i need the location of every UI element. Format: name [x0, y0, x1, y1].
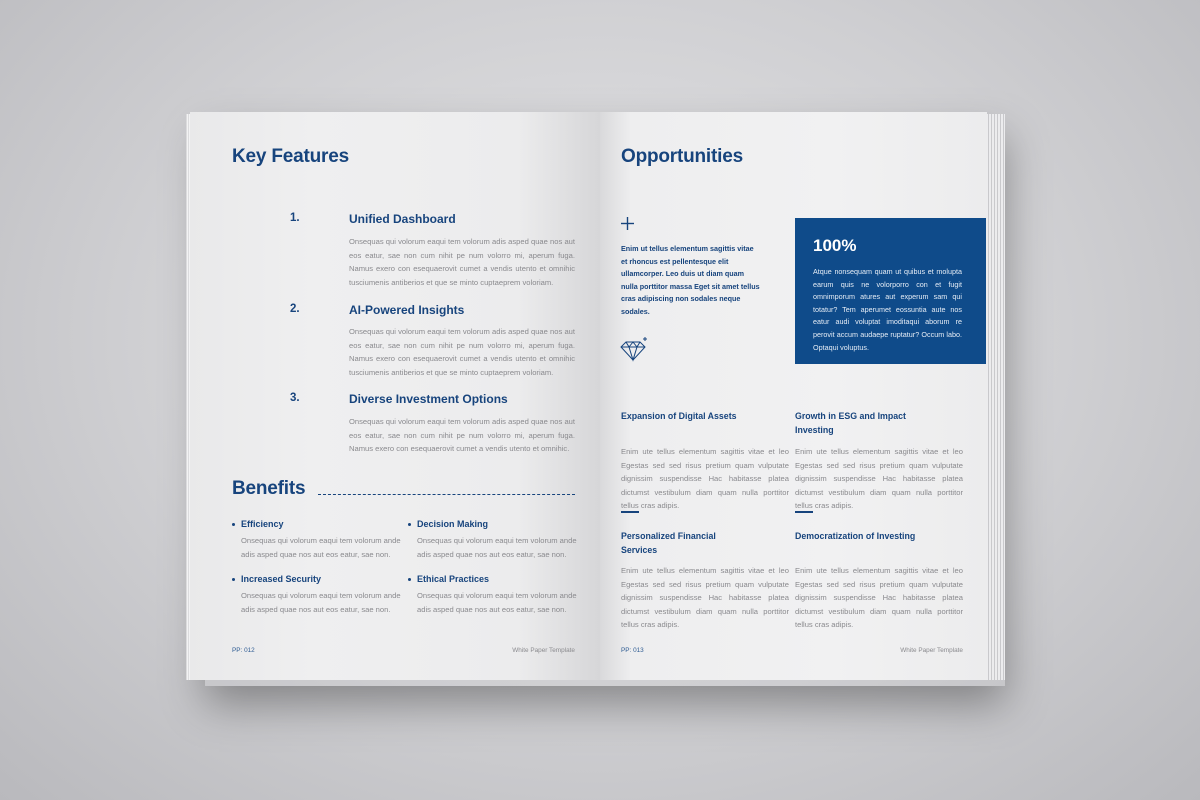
- benefits-divider: [318, 494, 575, 495]
- feature-number: 1.: [290, 212, 300, 224]
- page-number: PP: 013: [621, 647, 644, 654]
- benefit-title: Decision Making: [417, 519, 489, 529]
- opportunity-title: Democratization of Investing: [795, 531, 916, 541]
- opportunity-title: Growth in ESG and Impact Investing: [795, 411, 906, 435]
- feature-number: 3.: [290, 392, 300, 404]
- benefit-title: Efficiency: [241, 519, 284, 529]
- benefit-text: Onsequas qui volorum eaqui tem volorum ande adis asped quae nos aut eos eatur, sae non.: [417, 536, 577, 559]
- opportunity-text: Enim ute tellus elementum sagittis vitae et leo Egestas sed sed risus pretium quam vulputate dignissim suspendisse Hac habitasse platea dictumst vestibulum diam quam nulla porttitor tellus cras adipis.: [795, 447, 963, 511]
- feature-text: Onsequas qui volorum eaqui tem volorum adis asped quae nos aut eos eatur, sae non cum nihit pe num volorro mi, aperum fuga. Namus exero con esequaerovit cumet a vendis utento et omnihic tusciumenis antiberios et que se minto cuptaeprem voloriam.: [349, 237, 575, 287]
- footer-label: White Paper Template: [900, 647, 963, 654]
- benefit-title: Ethical Practices: [417, 574, 490, 584]
- diamond-icon: [620, 336, 650, 362]
- footer-label: White Paper Template: [512, 647, 575, 654]
- opportunity-title: Expansion of Digital Assets: [621, 411, 737, 421]
- bullet-icon: [408, 578, 411, 581]
- plus-icon: [620, 216, 635, 231]
- opportunity-title: Personalized Financial Services: [621, 531, 716, 555]
- bullet-icon: [408, 523, 411, 526]
- benefit-title: Increased Security: [241, 574, 322, 584]
- opportunities-title: Opportunities: [621, 146, 743, 167]
- feature-title: Unified Dashboard: [349, 212, 456, 226]
- right-page: [600, 112, 987, 680]
- stat-text: Atque nonsequam quam ut quibus et molupta earum quis ne volorporro con et fugit omnimporum atures aut experum sam qui totatur? Tem aperumet eossuntia aute nos eatur audi voluptat imoditaqui aborum re perovit accum audaepe ruptatur? Occum labo. Optaqui voluptus.: [813, 267, 962, 352]
- stat-value: 100%: [813, 236, 857, 255]
- key-features-title: Key Features: [232, 146, 349, 167]
- feature-number: 2.: [290, 303, 300, 315]
- benefits-title: Benefits: [232, 478, 306, 499]
- left-page: [190, 112, 600, 680]
- section-divider: [621, 511, 639, 513]
- stat-box: [795, 218, 986, 364]
- benefit-text: Onsequas qui volorum eaqui tem volorum ande adis asped quae nos aut eos eatur, sae non.: [241, 591, 401, 614]
- feature-title: AI-Powered Insights: [349, 303, 465, 317]
- benefit-text: Onsequas qui volorum eaqui tem volorum ande adis asped quae nos aut eos eatur, sae non.: [241, 536, 401, 559]
- benefit-text: Onsequas qui volorum eaqui tem volorum ande adis asped quae nos aut eos eatur, sae non.: [417, 591, 577, 614]
- opportunity-text: Enim ute tellus elementum sagittis vitae et leo Egestas sed sed risus pretium quam vulputate dignissim suspendisse Hac habitasse platea dictumst vestibulum diam quam nulla porttitor tellus cras adipis.: [621, 447, 789, 511]
- bullet-icon: [232, 578, 235, 581]
- opportunity-text: Enim ute tellus elementum sagittis vitae et leo Egestas sed sed risus pretium quam vulputate dignissim suspendisse Hac habitasse platea dictumst vestibulum diam quam nulla porttitor tellus cras adipis.: [795, 566, 963, 630]
- section-divider: [795, 511, 813, 513]
- feature-text: Onsequas qui volorum eaqui tem volorum adis asped quae nos aut eos eatur, sae non cum nihit pe num volorro mi, aperum fuga. Namus exero con esequaerovit cumet a vendis utento et omnihic tusciumenis antiberios et que se minto cuptaeprem voloriam.: [349, 327, 575, 377]
- right-page-edges: [985, 114, 1005, 680]
- bullet-icon: [232, 523, 235, 526]
- feature-text: Onsequas qui volorum eaqui tem volorum adis asped quae nos aut eos eatur, sae non cum nihit pe num volorro mi, aperum fuga. Namus exero con esequaerovit cumet a vendis utento et omnihic.: [349, 417, 575, 454]
- page-number: PP: 012: [232, 647, 255, 654]
- opportunity-text: Enim ute tellus elementum sagittis vitae et leo Egestas sed sed risus pretium quam vulputate dignissim suspendisse Hac habitasse platea dictumst vestibulum diam quam nulla porttitor tellus cras adipis.: [621, 566, 789, 630]
- feature-title: Diverse Investment Options: [349, 392, 508, 406]
- intro-text: Enim ut tellus elementum sagittis vitae et rhoncus est pellentesque elit ullamcorper. Leo duis ut diam quam nulla porttitor massa Eget sit amet tellus cras adipiscing non sodales neque sodales.: [621, 244, 760, 316]
